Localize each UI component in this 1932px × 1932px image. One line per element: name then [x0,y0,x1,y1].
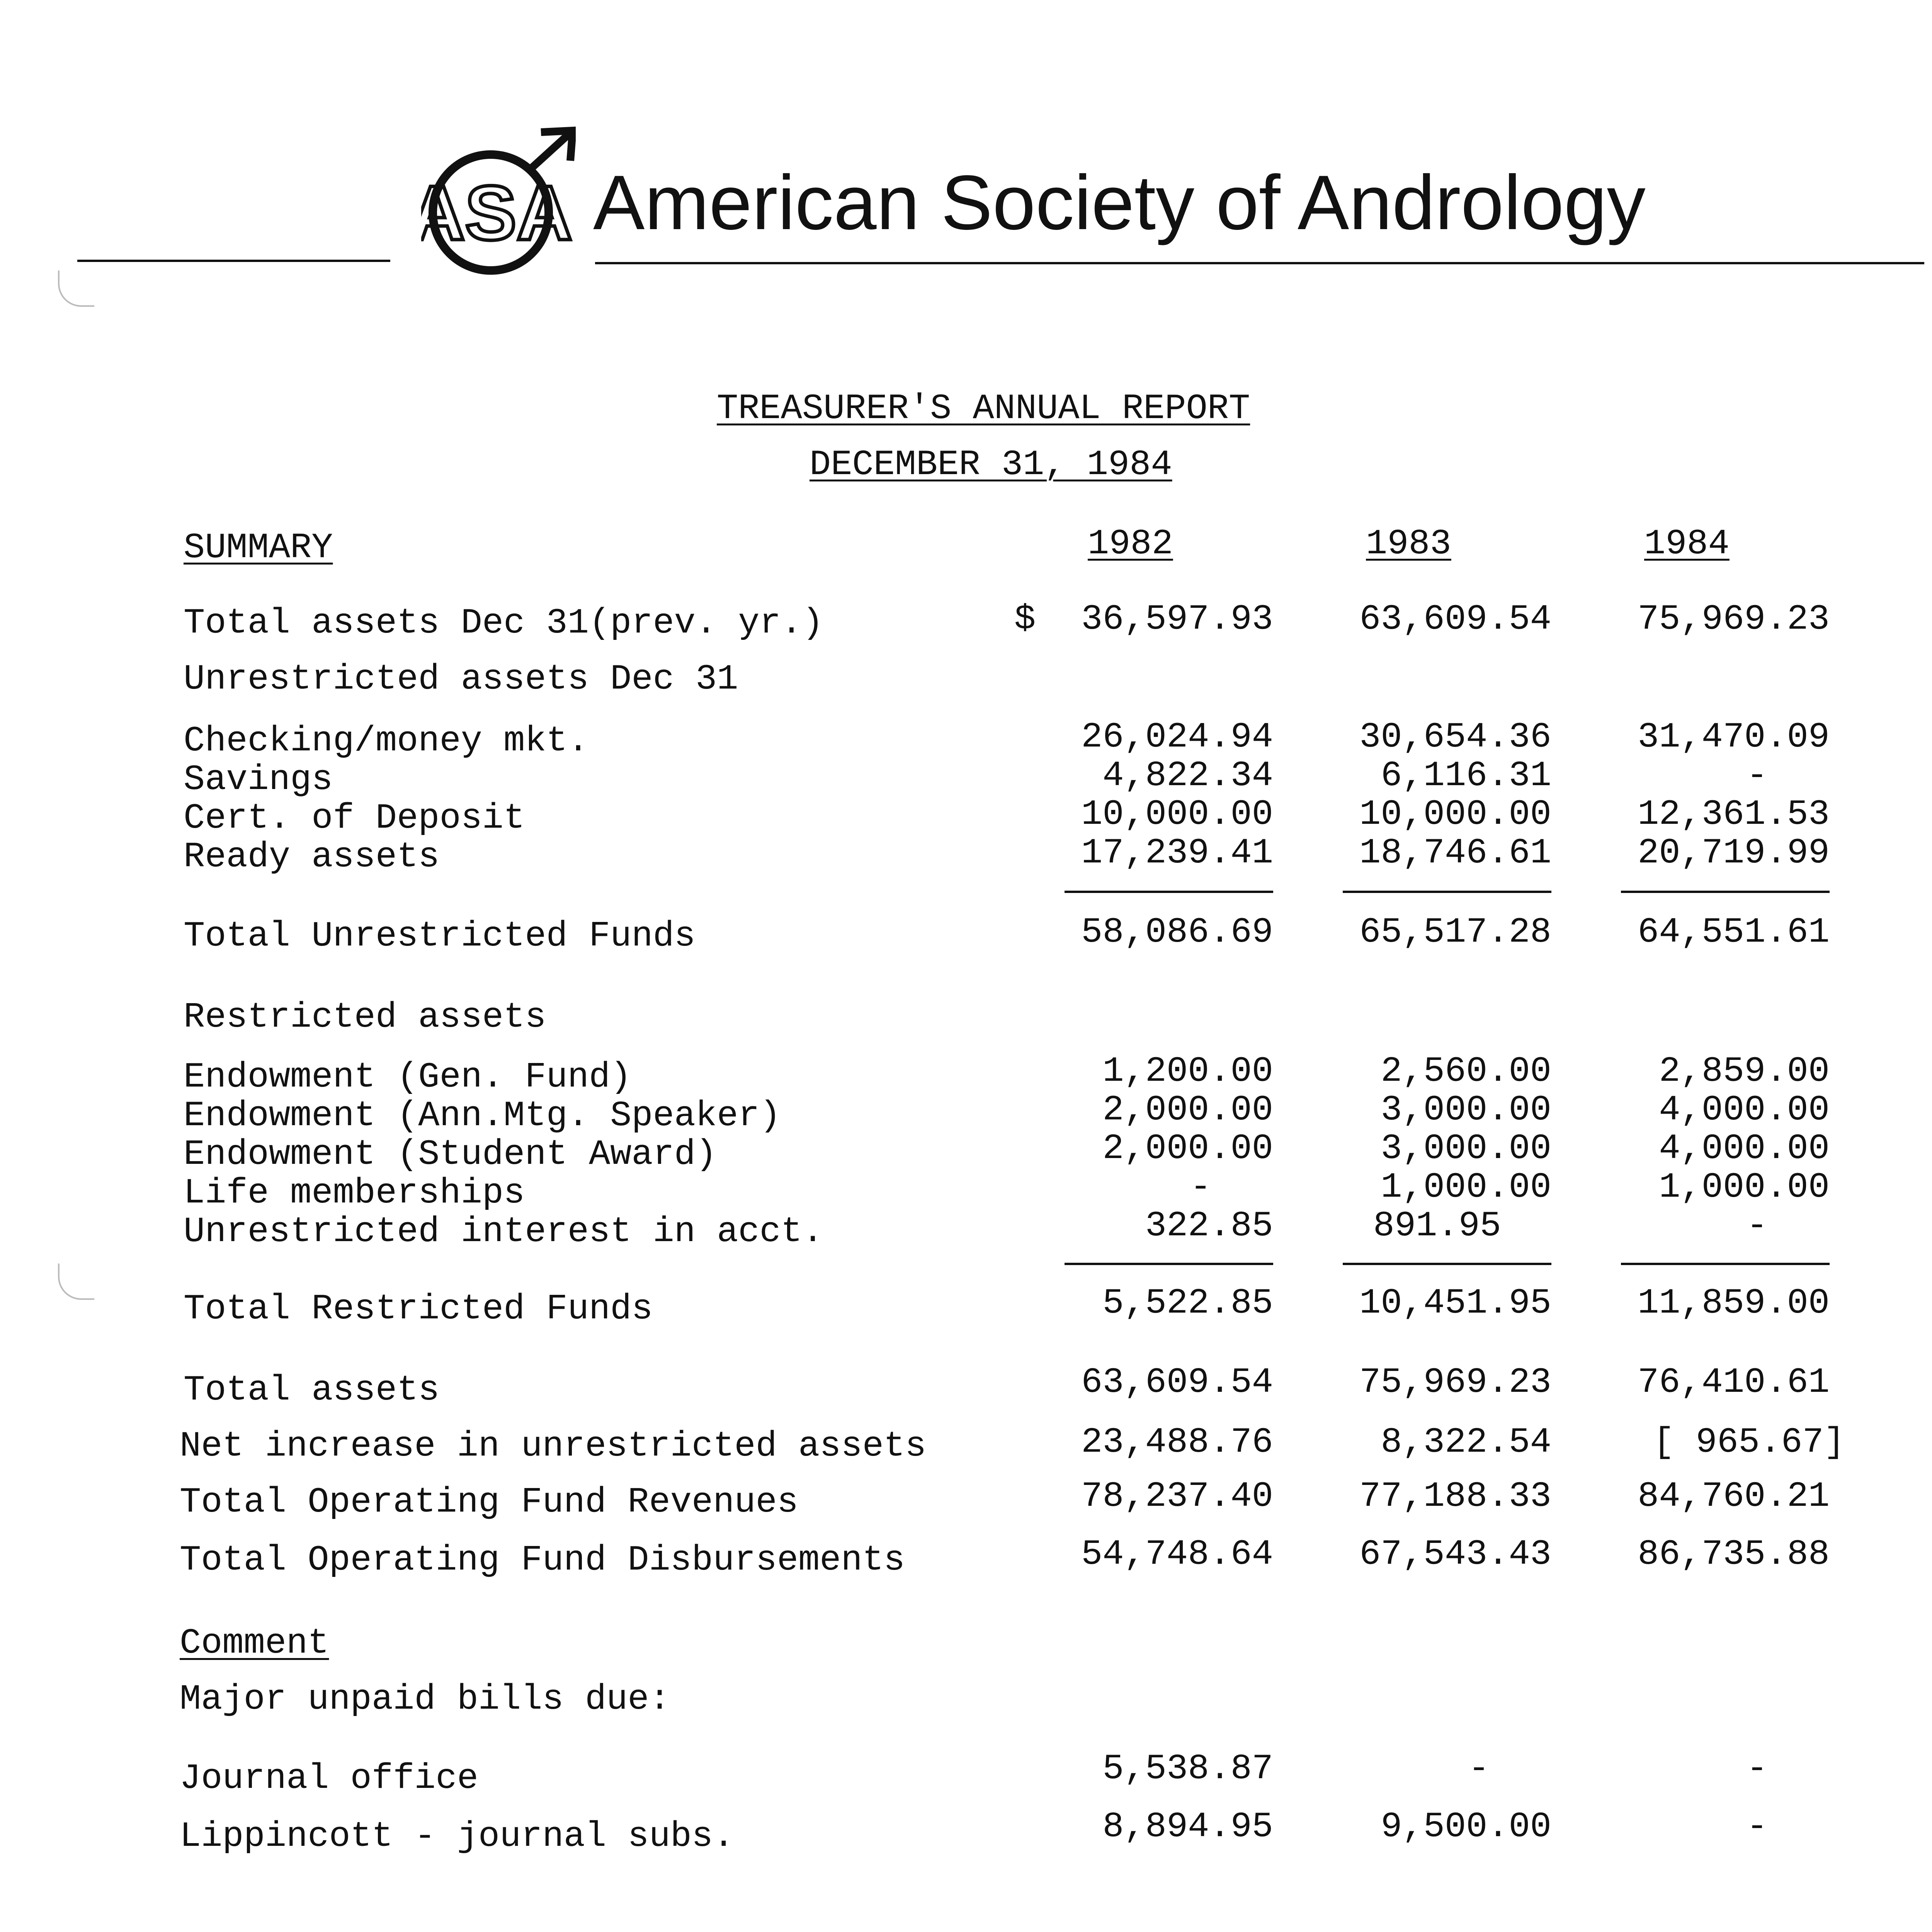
value-1984: 4,000.00 [1659,1090,1830,1130]
value-1983: 2,560.00 [1381,1051,1551,1092]
value-1982: - [1190,1167,1211,1208]
value-1984: 4,000.00 [1659,1128,1830,1169]
value-1984: 84,760.21 [1638,1476,1830,1517]
sum-rule [1621,1263,1830,1265]
value-1984: 64,551.61 [1638,912,1830,952]
value-1983: 30,654.36 [1359,717,1551,757]
value-1983: 10,000.00 [1359,794,1551,835]
comment-heading: Comment [180,1623,329,1663]
row-label: Savings [184,759,333,800]
row-label: Journal office [180,1758,478,1799]
value-1983: 65,517.28 [1359,912,1551,952]
sum-rule [1343,1263,1551,1265]
value-1982: 8,894.95 [1102,1806,1273,1847]
value-1982: 17,239.41 [1081,833,1273,873]
value-1983: 891.95 [1373,1206,1501,1246]
section-heading: Restricted assets [184,997,546,1037]
value-1983: 18,746.61 [1359,833,1551,873]
row-label: Total Unrestricted Funds [184,916,696,956]
value-1982: 5,538.87 [1102,1748,1273,1789]
value-1983: 77,188.33 [1359,1476,1551,1517]
sum-rule [1621,891,1830,893]
value-1982: 1,200.00 [1102,1051,1273,1092]
value-1983: 10,451.95 [1359,1283,1551,1323]
value-1982: 26,024.94 [1081,717,1273,757]
value-1982: 2,000.00 [1102,1128,1273,1169]
value-1982: 2,000.00 [1102,1090,1273,1130]
value-1983: 9,500.00 [1381,1806,1551,1847]
row-label: Unrestricted interest in acct. [184,1211,824,1252]
value-1982: 36,597.93 [1081,599,1273,639]
letterhead-rule-left [77,260,390,262]
value-1982: 322.85 [1145,1206,1273,1246]
value-1984: - [1746,1806,1768,1847]
row-label: Endowment (Ann.Mtg. Speaker) [184,1095,781,1136]
section-heading: Unrestricted assets Dec 31 [184,659,738,699]
value-1984: - [1746,755,1768,796]
value-1984: 2,859.00 [1659,1051,1830,1092]
value-1982: 23,488.76 [1081,1422,1273,1463]
punch-hole [58,270,94,307]
row-label: Endowment (Gen. Fund) [184,1057,632,1097]
logo-lettering: ASA [421,170,573,256]
row-label: Total assets [184,1370,440,1410]
value-1982: 4,822.34 [1102,755,1273,796]
currency-symbol: $ [1014,599,1036,639]
org-name: American Society of Andrology [593,160,1646,246]
value-1984: 12,361.53 [1638,794,1830,835]
row-label: Total Operating Fund Disbursements [180,1540,905,1580]
row-label: Net increase in unrestricted assets [180,1426,927,1466]
letterhead-rule-right [595,262,1924,264]
row-label: Ready assets [184,837,440,877]
comment-subheading: Major unpaid bills due: [180,1679,670,1719]
row-label: Total Operating Fund Revenues [180,1482,799,1522]
sum-rule [1065,891,1273,893]
value-1982: 63,609.54 [1081,1362,1273,1403]
report-date: DECEMBER 31, 1984 [810,444,1172,485]
value-1982: 5,522.85 [1102,1283,1273,1323]
row-label: Total assets Dec 31(prev. yr.) [184,603,824,643]
year-1983: 1983 [1366,524,1451,564]
value-1983: 8,322.54 [1381,1422,1551,1463]
year-1984: 1984 [1644,524,1730,564]
year-1982: 1982 [1088,524,1173,564]
sum-rule [1343,891,1551,893]
value-1982: 78,237.40 [1081,1476,1273,1517]
value-1984: 75,969.23 [1638,599,1830,639]
value-1983: 63,609.54 [1359,599,1551,639]
report-title: TREASURER'S ANNUAL REPORT [717,388,1250,429]
value-1983: - [1468,1748,1490,1789]
sum-rule [1065,1263,1273,1265]
value-1982: 58,086.69 [1081,912,1273,952]
value-1983: 3,000.00 [1381,1128,1551,1169]
value-1984: 11,859.00 [1638,1283,1830,1323]
row-label: Endowment (Student Award) [184,1134,717,1175]
value-1982: 54,748.64 [1081,1534,1273,1575]
value-1983: 1,000.00 [1381,1167,1551,1208]
row-label: Life memberships [184,1173,525,1213]
punch-hole [58,1264,94,1300]
row-label: Total Restricted Funds [184,1289,653,1329]
value-1984: 86,735.88 [1638,1534,1830,1575]
row-label: Cert. of Deposit [184,798,525,838]
row-label: Lippincott - journal subs. [180,1816,735,1857]
value-1982: 10,000.00 [1081,794,1273,835]
asa-logo [421,124,576,286]
value-1984: - [1746,1748,1768,1789]
value-1984: 76,410.61 [1638,1362,1830,1403]
row-label: Checking/money mkt. [184,721,589,761]
value-1983: 67,543.43 [1359,1534,1551,1575]
value-1984: - [1746,1206,1768,1246]
summary-heading: SUMMARY [184,527,333,568]
value-1983: 3,000.00 [1381,1090,1551,1130]
value-1983: 6,116.31 [1381,755,1551,796]
value-1983: 75,969.23 [1359,1362,1551,1403]
value-1984: 31,470.09 [1638,717,1830,757]
value-1984: 1,000.00 [1659,1167,1830,1208]
value-1984: [ 965.67] [1653,1422,1845,1463]
value-1984: 20,719.99 [1638,833,1830,873]
